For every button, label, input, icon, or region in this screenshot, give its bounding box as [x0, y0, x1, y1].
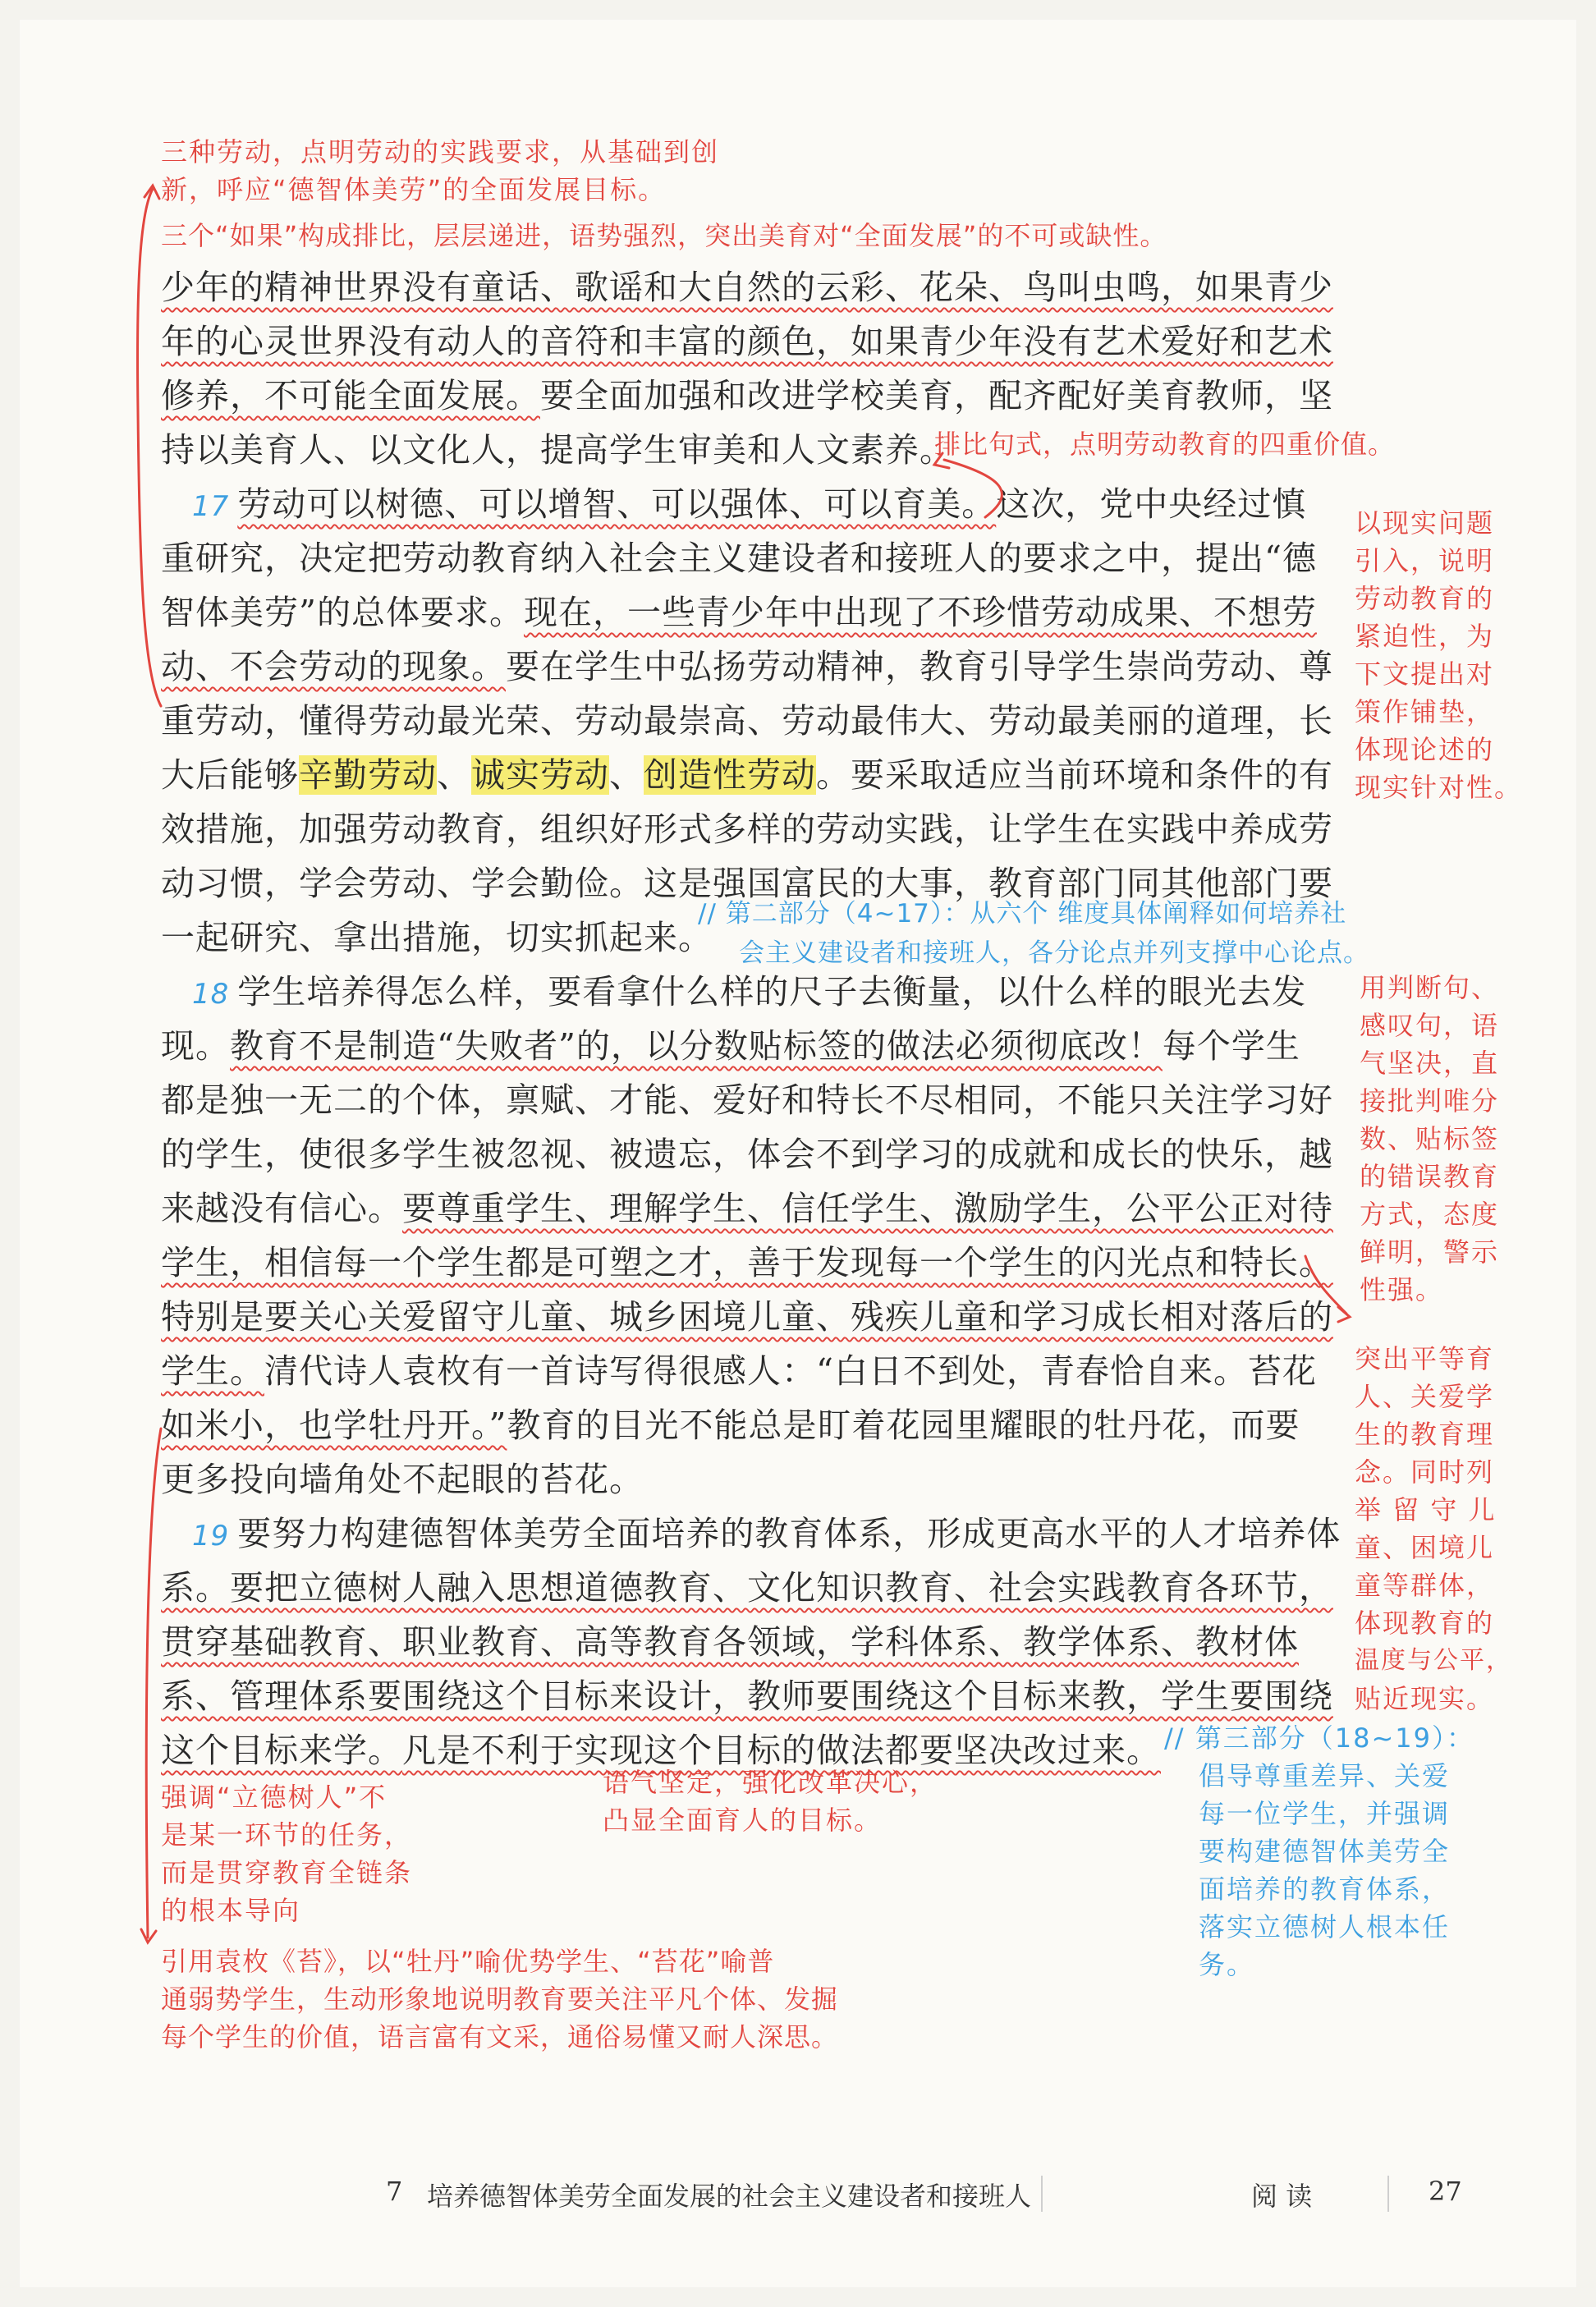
underlined-text: 贯穿基础教育、职业教育、高等教育各领域，学科体系、教学体系、教材体 [161, 1622, 1299, 1662]
underlined-text: 修养，不可能全面发展。 [161, 376, 540, 415]
underlined-text: 现在，一些青少年中出现了不珍惜劳动成果、不想劳 [523, 593, 1317, 632]
body-text: 清代诗人袁枚有一首诗写得很感人：“白日不到处，青春恰自来。苔花 [264, 1351, 1317, 1391]
annotation-line: 引入，说明 [1355, 545, 1495, 576]
footer-chapter-number: 7 [386, 2176, 403, 2207]
underlined-text: 学生，相信每一个学生都是可塑之才，善于发现每一个学生的闪光点和特长。 [161, 1243, 1333, 1282]
annotation-line: 而是贯穿教育全链条 [161, 1857, 413, 1888]
annotation-line: 贴近现实。 [1355, 1683, 1495, 1714]
annotation-line: 感叹句，语 [1360, 1010, 1500, 1041]
annotation-line: 数、贴标签 [1360, 1123, 1500, 1154]
body-text: 都是独一无二的个体，禀赋、才能、爱好和特长不尽相同，不能只关注学习好 [161, 1080, 1333, 1120]
annotation-part2-line1: // 第二部分（4~17）：从六个 维度具体阐释如何培养社 [698, 899, 1347, 929]
annotation-line: 策作铺垫， [1355, 696, 1495, 727]
body-text: 一起研究、拿出措施，切实抓起来。 [161, 918, 713, 957]
annotation-line: 方式，态度 [1360, 1199, 1500, 1230]
underlined-text: 动、不会劳动的现象。 [161, 647, 506, 686]
body-text: 效措施，加强劳动教育，组织好形式多样的劳动实践，让学生在实践中养成劳 [161, 810, 1333, 849]
annotation-line: 紧迫性，为 [1355, 621, 1495, 652]
body-text: 持以美育人、以文化人，提高学生审美和人文素养。 [161, 430, 954, 470]
arrow-line [1305, 1256, 1346, 1314]
annotation-line: 倡导尊重差异、关爱 [1199, 1760, 1451, 1791]
underlined-text: 教育不是制造“失败者”的，以分数贴标签的做法必须彻底改！ [230, 1026, 1163, 1066]
highlight-text: 诚实劳动 [471, 755, 609, 795]
underlined-text: 凡是不利于实现这个目标的做法都要坚决改过来。 [402, 1731, 1161, 1770]
arrow-line [944, 460, 1002, 517]
annotation-line: 气坚决，直 [1360, 1048, 1500, 1079]
annotation-line: 强调“立德树人”不 [161, 1782, 388, 1813]
annotation-line: 落实立德树人根本任 [1199, 1911, 1451, 1942]
annotation-line: 鲜明，警示 [1360, 1236, 1500, 1268]
underlined-text: 系。要把立德树人融入思想道德教育、文化知识教育、社会实践教育各环节， [161, 1568, 1333, 1608]
underlined-text: 特别是要关心关爱留守儿童、城乡困境儿童、残疾儿童和学习成长相对落后的 [161, 1297, 1333, 1337]
body-text: 每个学生 [1162, 1026, 1300, 1066]
paragraph-number: 18 [192, 978, 230, 1011]
annotation-line: 举 留 守 儿 [1355, 1494, 1497, 1525]
body-text: 这次，党中央经过慎 [996, 484, 1307, 524]
body-text: 要在学生中弘扬劳动精神，教育引导学生崇尚劳动、尊 [506, 647, 1333, 686]
annotation-line: 下文提出对 [1355, 658, 1495, 690]
underlined-text: 这个目标来学。 [161, 1731, 402, 1770]
highlight-text: 创造性劳动 [644, 755, 816, 795]
annotation-line: 接批判唯分 [1360, 1085, 1500, 1117]
body-text: 更多投向墙角处不起眼的苔花。 [161, 1460, 644, 1499]
body-text: 来越没有信心。 [161, 1189, 402, 1228]
body-text: 、 [437, 755, 471, 795]
footer-divider [1387, 2176, 1389, 2212]
body-text: 智体美劳”的总体要求。 [161, 593, 524, 632]
annotation-line: 童等群体， [1355, 1570, 1495, 1601]
highlight-text: 辛勤劳动 [299, 755, 437, 795]
annotation-line: 体现论述的 [1355, 734, 1495, 765]
body-text: 重研究，决定把劳动教育纳入社会主义建设者和接班人的要求之中，提出“德 [161, 539, 1317, 578]
annotation-line: 每个学生的价值，语言富有文采，通俗易懂又耐人深思。 [161, 2021, 839, 2052]
arrow-line [138, 189, 161, 706]
underlined-text: 要尊重学生、理解学生、信任学生、激励学生，公平公正对待 [402, 1189, 1333, 1228]
footer-section: 阅 读 [1251, 2181, 1313, 2212]
arrow-head [1338, 1307, 1350, 1322]
body-text: 重劳动，懂得劳动最光荣、劳动最崇高、劳动最伟大、劳动最美丽的道理，长 [161, 701, 1333, 741]
annotation-line: 现实针对性。 [1355, 772, 1523, 803]
annotation-line: 的根本导向 [161, 1895, 301, 1926]
annotation-line: 要构建德智体美劳全 [1199, 1836, 1451, 1867]
annotation-top-line3: 三个“如果”构成排比，层层递进，语势强烈，突出美育对“全面发展”的不可或缺性。 [161, 220, 1167, 251]
underlined-text: 劳动可以树德、可以增智、可以强体、可以育美。 [237, 484, 997, 524]
annotation-line: 性强。 [1360, 1274, 1444, 1305]
annotation-parallel: 排比句式，点明劳动教育的四重价值。 [934, 429, 1396, 460]
annotation-line: 生的教育理 [1355, 1419, 1495, 1450]
annotation-line: 念。同时列 [1355, 1456, 1495, 1488]
body-text: 现。 [161, 1026, 230, 1066]
annotation-line: 劳动教育的 [1355, 583, 1495, 614]
paragraph-number: 17 [192, 490, 230, 523]
annotation-top-line2: 新，呼应“德智体美劳”的全面发展目标。 [161, 174, 667, 205]
body-text: 教育的目光不能总是盯着花园里耀眼的牡丹花，而要 [507, 1406, 1300, 1445]
annotation-line: 语气坚定，强化改革决心， [603, 1767, 938, 1798]
arrow-line [146, 1429, 161, 1938]
footer-divider [1041, 2176, 1043, 2212]
body-text: 。要采取适应当前环境和条件的有 [816, 755, 1333, 795]
body-text: 动习惯，学会劳动、学会勤俭。这是强国富民的大事，教育部门同其他部门要 [161, 864, 1333, 903]
annotation-line: 温度与公平， [1355, 1646, 1512, 1675]
underlined-text: 如米小，也学牡丹开。” [161, 1406, 507, 1445]
body-text: 大后能够 [161, 755, 299, 795]
annotation-line: 是某一环节的任务， [161, 1819, 413, 1851]
footer-chapter-title: 培养德智体美劳全面发展的社会主义建设者和接班人 [427, 2181, 1032, 2212]
annotation-line: 体现教育的 [1355, 1608, 1495, 1639]
paragraph-number: 19 [192, 1520, 230, 1553]
annotation-line: 面培养的教育体系， [1199, 1874, 1451, 1905]
annotation-top-line1: 三种劳动，点明劳动的实践要求，从基础到创 [161, 136, 720, 167]
annotation-line: 人、关爱学 [1355, 1381, 1495, 1412]
body-text: 要努力构建德智体美劳全面培养的教育体系，形成更高水平的人才培养体 [237, 1514, 1341, 1553]
annotation-line: 突出平等育 [1355, 1343, 1495, 1374]
annotation-line: 用判断句、 [1360, 972, 1500, 1003]
annotation-line: 务。 [1199, 1949, 1255, 1980]
body-text: 学生培养得怎么样，要看拿什么样的尺子去衡量，以什么样的眼光去发 [237, 972, 1307, 1011]
annotation-line: 每一位学生，并强调 [1199, 1798, 1451, 1829]
footer-page-number: 27 [1429, 2176, 1462, 2207]
body-text: 的学生，使很多学生被忽视、被遗忘，体会不到学习的成就和成长的快乐，越 [161, 1135, 1333, 1174]
underlined-text: 学生。 [161, 1351, 264, 1391]
body-text: 要全面加强和改进学校美育，配齐配好美育教师，坚 [540, 376, 1333, 415]
underlined-text: 少年的精神世界没有童话、歌谣和大自然的云彩、花朵、鸟叫虫鸣，如果青少 [161, 268, 1333, 307]
underlined-text: 年的心灵世界没有动人的音符和丰富的颜色，如果青少年没有艺术爱好和艺术 [161, 322, 1333, 361]
annotation-line: 童、困境儿 [1355, 1532, 1495, 1563]
annotation-line: // 第三部分（18~19）： [1164, 1722, 1474, 1754]
underlined-text: 系、管理体系要围绕这个目标来设计，教师要围绕这个目标来教，学生要围绕 [161, 1676, 1333, 1716]
annotation-line: 凸显全面育人的目标。 [603, 1805, 883, 1836]
annotation-line: 通弱势学生，生动形象地说明教育要关注平凡个体、发掘 [161, 1984, 839, 2015]
annotation-line: 的错误教育 [1360, 1161, 1500, 1192]
annotation-line: 引用袁枚《苔》，以“牡丹”喻优势学生、“苔花”喻普 [161, 1946, 775, 1977]
body-text: 、 [609, 755, 644, 795]
annotation-line: 以现实问题 [1355, 507, 1495, 539]
annotation-part2-line2: 会主义建设者和接班人，各分论点并列支撑中心论点。 [739, 938, 1369, 968]
